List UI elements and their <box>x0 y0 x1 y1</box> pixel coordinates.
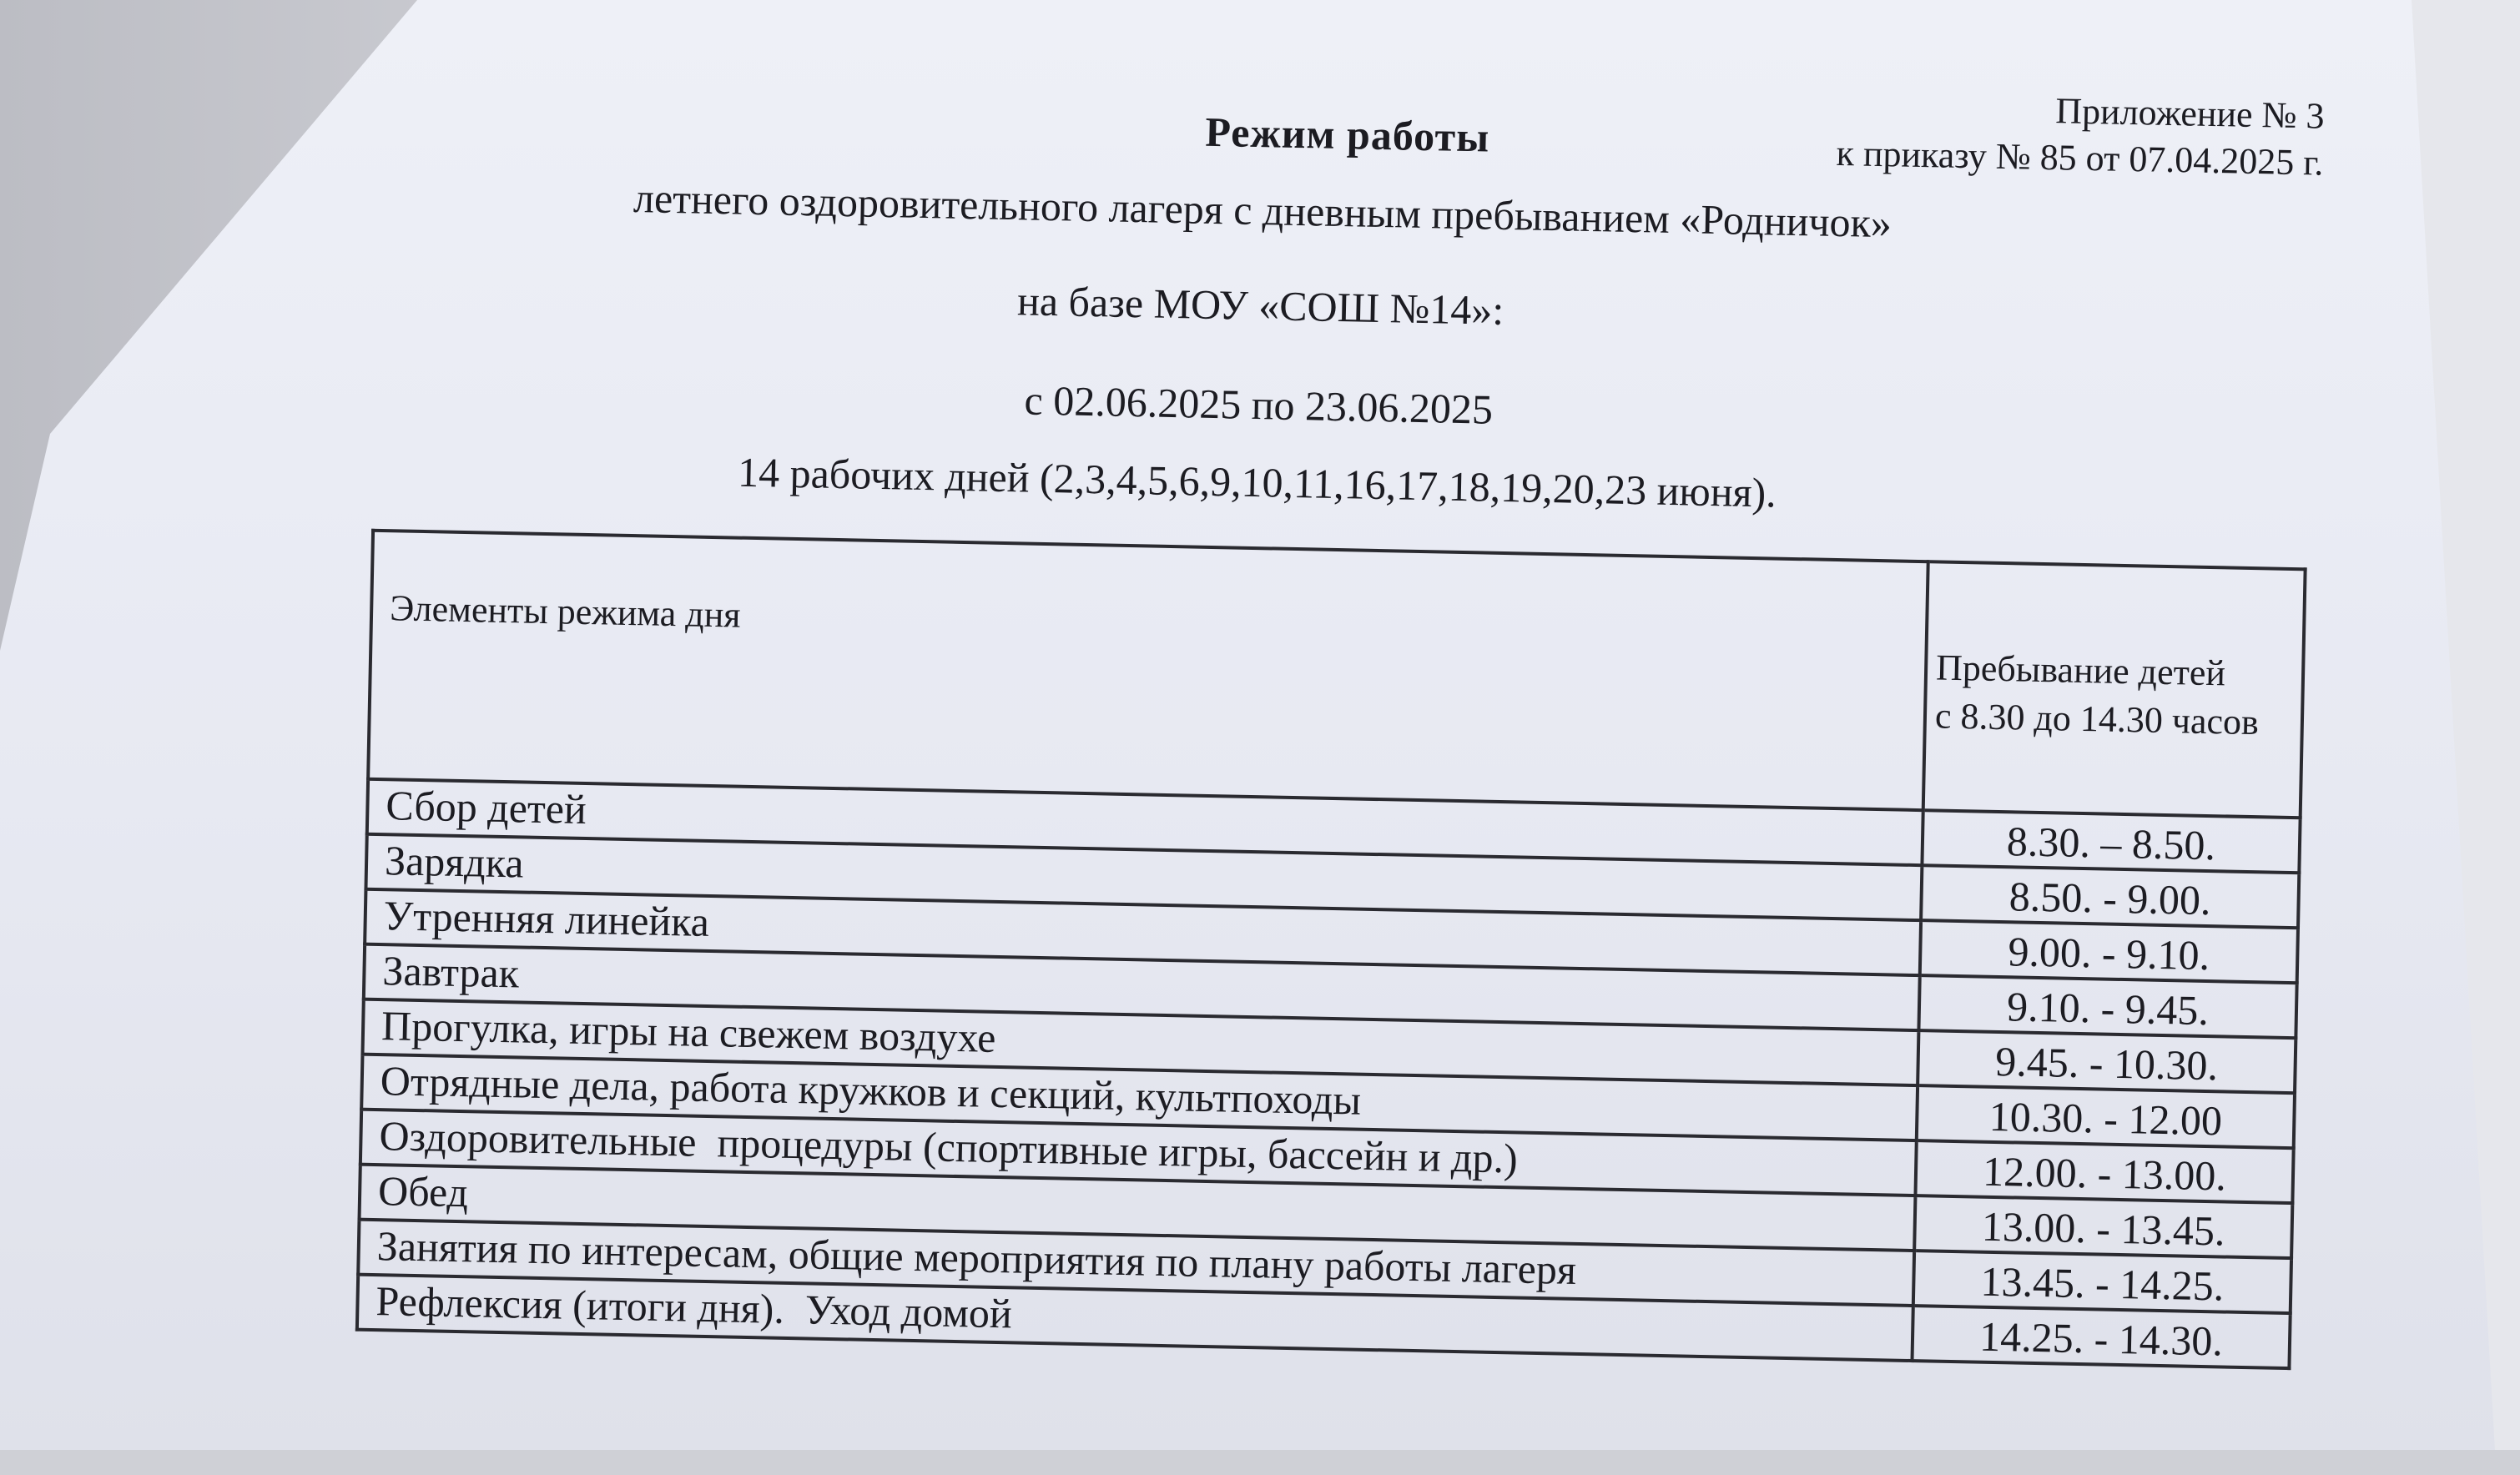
table-header-row <box>368 531 2306 818</box>
subtitle-line-1: летнего оздоровительного лагеря с дневным пребыванием «Родничок» <box>633 174 1893 247</box>
row-item: Сбор детей <box>367 779 1923 865</box>
row-time: 9.10. - 9.45. <box>1918 975 2296 1038</box>
row-time: 12.00. - 13.00. <box>1915 1140 2293 1203</box>
row-item: Занятия по интересам, общие мероприятия по плану работы лагеря <box>358 1220 1914 1306</box>
row-item: Зарядка <box>365 834 1922 920</box>
row-time: 8.50. - 9.00. <box>1921 865 2299 928</box>
row-time: 9.00. - 9.10. <box>1920 920 2298 983</box>
header-stay <box>1923 561 2306 818</box>
row-time: 14.25. - 14.30. <box>1912 1306 2290 1368</box>
row-item: Прогулка, игры на свежем воздухе <box>362 999 1918 1085</box>
header-stay-line-1: Пребывание детей <box>1935 647 2226 694</box>
subtitle-line-4: 14 рабочих дней (2,3,4,5,6,9,10,11,16,17,18,19,20,23 июня). <box>737 448 1777 516</box>
row-time: 8.30. – 8.50. <box>1922 810 2300 873</box>
row-item: Оздоровительные процедуры (спортивные игры, бассейн и др.) <box>360 1110 1917 1196</box>
header-stay-line-2: с 8.30 до 14.30 часов <box>1934 695 2260 743</box>
annex-note <box>1836 83 2325 187</box>
row-item: Утренняя линейка <box>365 889 1921 975</box>
subtitle-line-2: на базе МОУ «СОШ №14»: <box>1016 277 1504 334</box>
row-item: Завтрак <box>364 944 1920 1030</box>
annex-line-2: к приказу № 85 от 07.04.2025 г. <box>1836 132 2324 184</box>
row-time: 13.45. - 14.25. <box>1913 1251 2291 1313</box>
row-item: Отрядные дела, работа кружков и секций, культпоходы <box>361 1055 1918 1140</box>
row-time: 13.00. - 13.45. <box>1914 1196 2292 1258</box>
annex-line-1: Приложение № 3 <box>2054 90 2326 137</box>
header-elements: Элементы режима дня <box>368 531 1928 810</box>
row-item: Рефлексия (итоги дня). Уход домой <box>357 1275 1913 1361</box>
row-time: 9.45. - 10.30. <box>1918 1030 2296 1093</box>
schedule-table <box>355 529 2307 1370</box>
row-time: 10.30. - 12.00 <box>1917 1085 2295 1148</box>
document-title: Режим работы <box>1204 108 1490 161</box>
subtitle-line-3: с 02.06.2025 по 23.06.2025 <box>1024 376 1494 433</box>
row-item: Обед <box>360 1165 1916 1251</box>
